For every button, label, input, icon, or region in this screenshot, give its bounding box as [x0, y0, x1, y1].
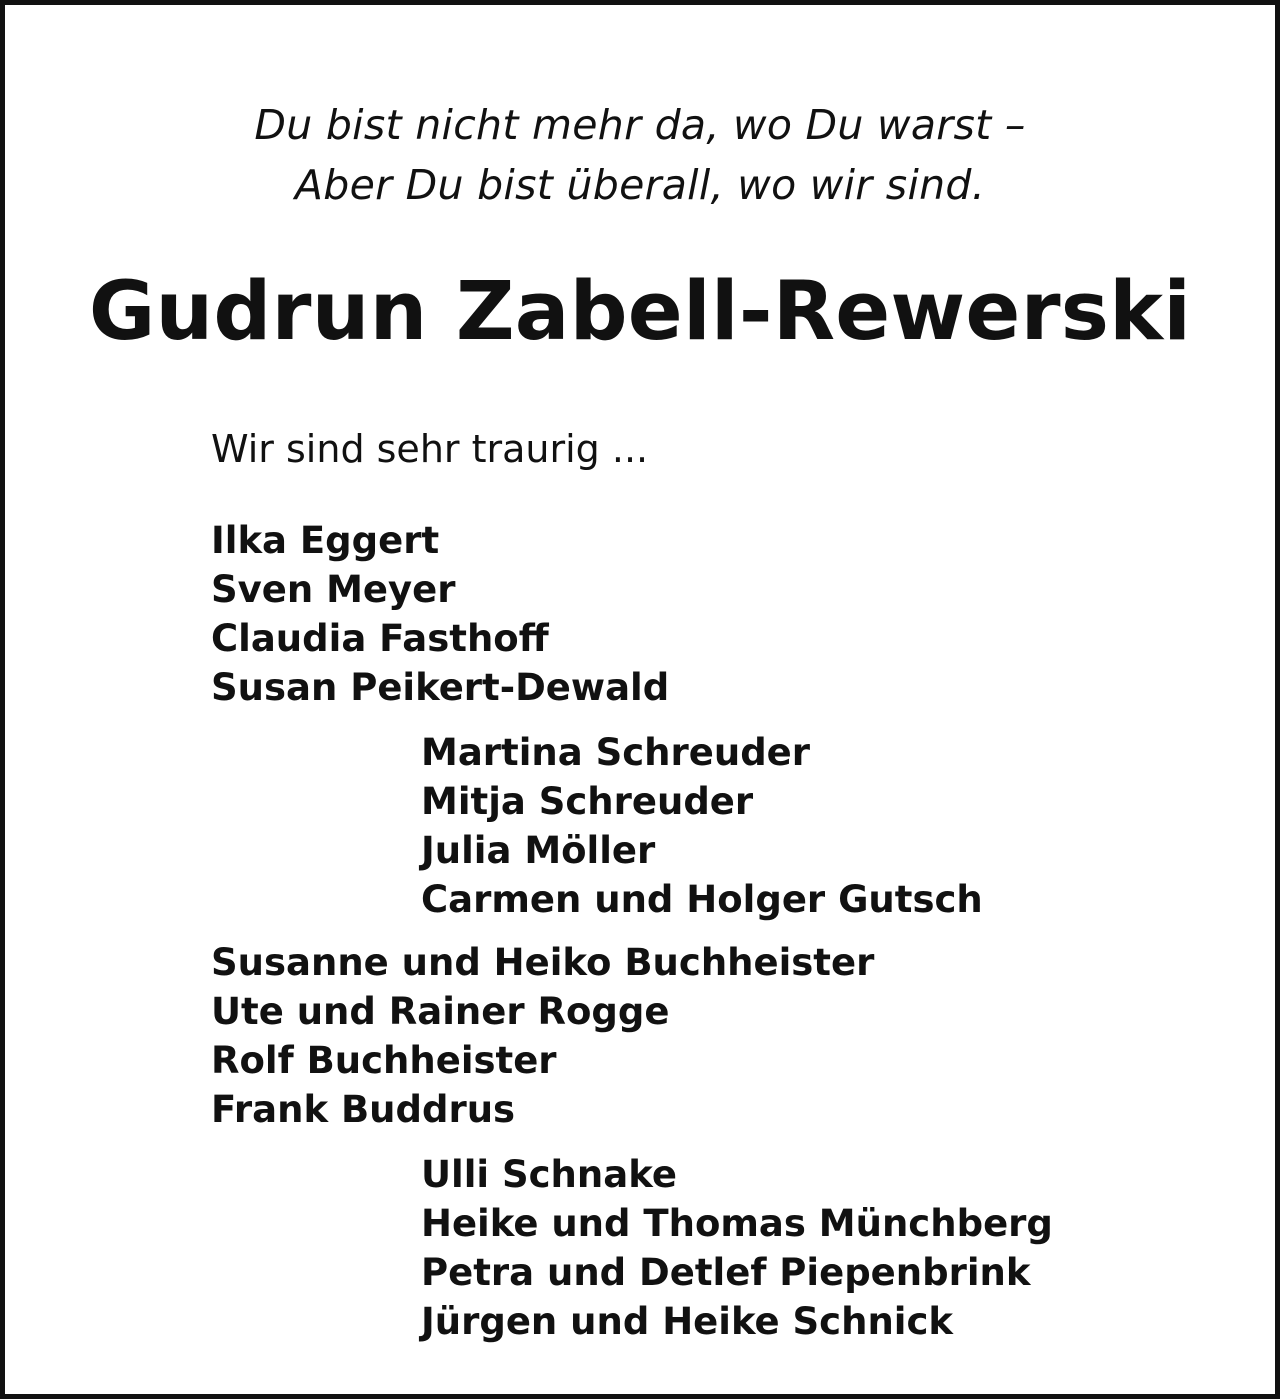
mourner-name: Claudia Fasthoff — [211, 617, 549, 660]
mourner-name: Petra und Detlef Piepenbrink — [421, 1251, 1031, 1294]
mourner-name: Ilka Eggert — [211, 519, 440, 562]
mourner-name: Heike und Thomas Münchberg — [421, 1202, 1053, 1245]
intro-text: Wir sind sehr traurig ... — [211, 427, 649, 471]
mourners-group-2 — [421, 728, 983, 924]
deceased-name: Gudrun Zabell-Rewerski — [88, 265, 1192, 359]
mourner-name: Rolf Buchheister — [211, 1039, 557, 1082]
mourner-name: Susan Peikert-Dewald — [211, 666, 670, 709]
mourner-name: Sven Meyer — [211, 568, 456, 611]
mourner-name: Mitja Schreuder — [421, 780, 754, 823]
mourner-name: Frank Buddrus — [211, 1088, 516, 1131]
mourner-name: Martina Schreuder — [421, 731, 811, 774]
mourners-group-4 — [421, 1150, 1053, 1346]
mourner-name: Carmen und Holger Gutsch — [421, 878, 983, 921]
quote-line-1: Du bist nicht mehr da, wo Du warst – — [254, 101, 1026, 149]
mourner-name: Ulli Schnake — [421, 1153, 677, 1196]
mourner-name: Susanne und Heiko Buchheister — [211, 941, 875, 984]
mourners-group-1 — [211, 516, 669, 712]
mourner-name: Ute und Rainer Rogge — [211, 990, 670, 1033]
mourners-group-3 — [211, 938, 874, 1134]
mourner-name: Julia Möller — [421, 829, 656, 872]
mourner-name: Jürgen und Heike Schnick — [421, 1300, 954, 1343]
quote-line-2: Aber Du bist überall, wo wir sind. — [294, 161, 986, 209]
